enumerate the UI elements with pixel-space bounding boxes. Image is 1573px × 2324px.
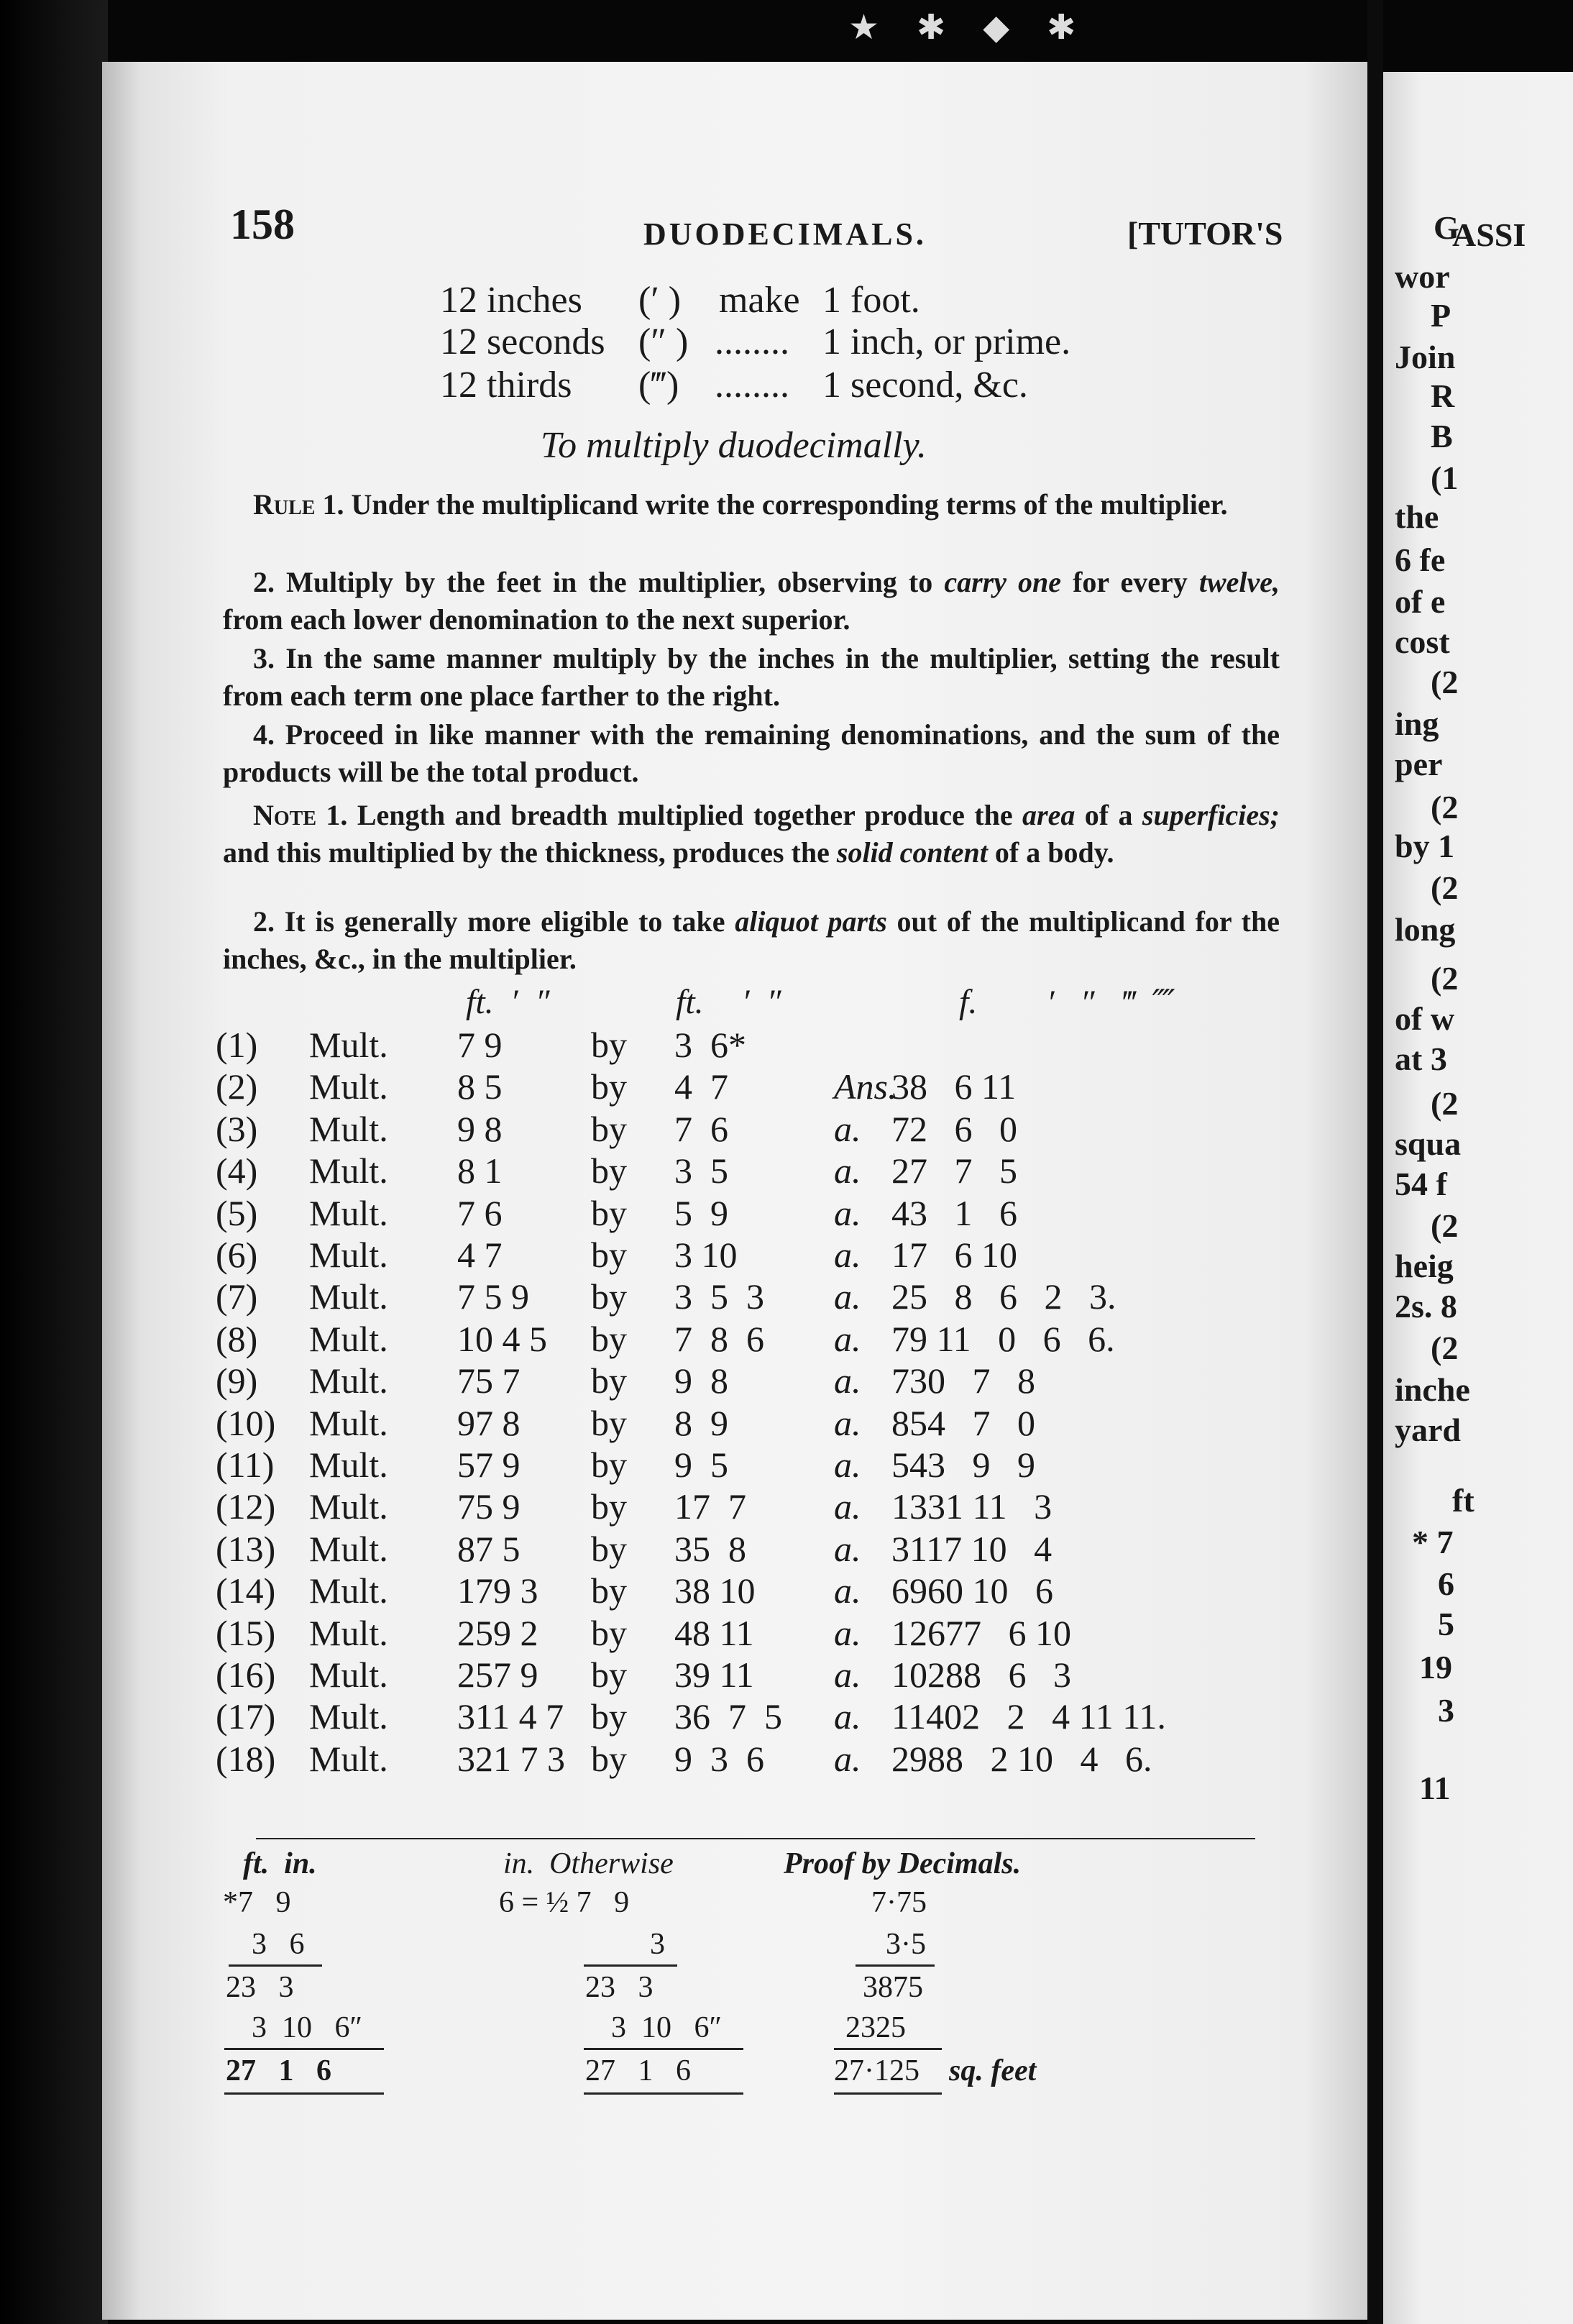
- multiplier: 4 7: [674, 1066, 728, 1107]
- multiplier: 9 5: [674, 1445, 728, 1485]
- multiplicand: 311 4 7: [457, 1696, 564, 1737]
- right-page-line: P: [1431, 297, 1452, 334]
- sum-line: [584, 2048, 743, 2050]
- right-page-line: 19: [1419, 1649, 1452, 1685]
- by-word: by: [591, 1486, 627, 1527]
- worked-col2-header: in. Otherwise: [503, 1847, 674, 1880]
- worked-col1-header: ft. in.: [243, 1847, 317, 1880]
- answer-label: a.: [834, 1360, 861, 1401]
- sum-line: [224, 2048, 384, 2050]
- by-word: by: [591, 1066, 627, 1107]
- by-word: by: [591, 1025, 627, 1065]
- multiplier: 7 6: [674, 1109, 728, 1149]
- multiplicand: 8 5: [457, 1066, 503, 1107]
- right-running-header: ASSI: [1452, 216, 1526, 253]
- note-text: and this multiplied by the thickness, produces the: [223, 836, 830, 869]
- by-word: by: [591, 1739, 627, 1779]
- by-word: by: [591, 1276, 627, 1317]
- right-page-line: * 7: [1412, 1524, 1454, 1560]
- answer-value: 2988 2 10 4 6.: [891, 1739, 1152, 1779]
- multiplicand: 9 8: [457, 1109, 503, 1149]
- by-word: by: [591, 1235, 627, 1275]
- right-page-line: the: [1395, 498, 1439, 535]
- sum-line: [584, 2092, 743, 2095]
- row-number: (17): [216, 1696, 276, 1737]
- note-text: Length and breadth multiplied together produce the: [357, 799, 1013, 831]
- answer-value: 543 9 9: [891, 1445, 1035, 1485]
- answer-label: a.: [834, 1486, 861, 1527]
- sum-line: [584, 1964, 677, 1967]
- multiplier: 3 10: [674, 1235, 738, 1275]
- col-header-marks: ′ ″ ‴ ⁗: [1047, 984, 1175, 1022]
- by-word: by: [591, 1613, 627, 1653]
- row-number: (7): [216, 1276, 258, 1317]
- answer-value: 43 1 6: [891, 1193, 1017, 1233]
- multiplier: 35 8: [674, 1529, 746, 1569]
- right-page-line: at 3: [1395, 1040, 1447, 1077]
- definition-count: 12 inches: [440, 280, 582, 321]
- answer-value: 27 7 5: [891, 1150, 1017, 1191]
- scan-marks: ★ ✱ ◆ ✱: [848, 9, 1091, 47]
- sum-line: [834, 2092, 942, 2095]
- right-page-line: (2: [1431, 789, 1459, 825]
- definition-mark: (′ ): [638, 280, 682, 321]
- note-1: [223, 797, 1280, 872]
- worked-result: 27 1 6: [226, 2054, 331, 2087]
- operation-label: Mult.: [309, 1276, 388, 1317]
- multiplicand: 7 9: [457, 1025, 503, 1065]
- multiplier: 3 6*: [674, 1025, 746, 1065]
- sum-line: [856, 1964, 935, 1967]
- operation-label: Mult.: [309, 1319, 388, 1359]
- answer-label: a.: [834, 1319, 861, 1359]
- page-gutter: [1367, 0, 1383, 2324]
- row-number: (2): [216, 1066, 258, 1107]
- multiplier: 38 10: [674, 1570, 756, 1611]
- right-page-line: 3: [1438, 1692, 1454, 1729]
- answer-value: 1331 11 3: [891, 1486, 1053, 1527]
- by-word: by: [591, 1319, 627, 1359]
- definition-sep: ........: [715, 365, 789, 406]
- worked-unit: sq. feet: [949, 2054, 1037, 2087]
- row-number: (15): [216, 1613, 276, 1653]
- row-number: (8): [216, 1319, 258, 1359]
- rule-2: [223, 564, 1280, 639]
- worked-line: 23 3: [226, 1971, 294, 2004]
- row-number: (13): [216, 1529, 276, 1569]
- multiplicand: 75 9: [457, 1486, 520, 1527]
- worked-line: 3 10 6″: [611, 2011, 722, 2044]
- right-page-line: of e: [1395, 583, 1446, 620]
- right-page-line: 54 f: [1395, 1166, 1447, 1202]
- rule-2-emphasis: carry one: [944, 566, 1062, 598]
- right-page-line: inche: [1395, 1371, 1470, 1408]
- worked-result: 27 1 6: [585, 2054, 691, 2087]
- by-word: by: [591, 1403, 627, 1443]
- rule-4: 4. Proceed in like manner with the remaining denominations, and the sum of the products will be the total product.: [223, 718, 1280, 788]
- multiplier: 39 11: [674, 1655, 754, 1695]
- answer-label: a.: [834, 1655, 861, 1695]
- multiplier: 8 9: [674, 1403, 728, 1443]
- answer-value: 72 6 0: [891, 1109, 1017, 1149]
- right-page-line: (1: [1431, 459, 1459, 496]
- right-page-line: heig: [1395, 1248, 1454, 1284]
- row-number: (12): [216, 1486, 276, 1527]
- worked-line: 3875: [863, 1971, 923, 2004]
- right-page-line: ft: [1452, 1482, 1475, 1519]
- right-page-line: G: [1434, 209, 1459, 246]
- right-page-line: (2: [1431, 1085, 1459, 1122]
- answer-label: a.: [834, 1696, 861, 1737]
- worked-line: 3: [650, 1928, 665, 1961]
- right-page-line: 11: [1419, 1770, 1451, 1806]
- operation-label: Mult.: [309, 1150, 388, 1191]
- worked-line: 3·5: [886, 1928, 926, 1961]
- by-word: by: [591, 1193, 627, 1233]
- answer-label: a.: [834, 1235, 861, 1275]
- definition-sep: make: [719, 280, 800, 321]
- operation-label: Mult.: [309, 1613, 388, 1653]
- right-page-line: cost: [1395, 623, 1450, 660]
- rule-2-text: 2. Multiply by the feet in the multiplier, observing to: [253, 566, 933, 598]
- worked-line: 2325: [845, 2011, 906, 2044]
- right-page-line: squa: [1395, 1125, 1462, 1162]
- operation-label: Mult.: [309, 1655, 388, 1695]
- answer-label: a.: [834, 1276, 861, 1317]
- right-page-line: wor: [1395, 258, 1450, 295]
- by-word: by: [591, 1360, 627, 1401]
- multiplier: 9 3 6: [674, 1739, 764, 1779]
- note-text: out of the multiplicand for the inches, &c., in the multiplier.: [223, 905, 1280, 975]
- answer-value: 25 8 6 2 3.: [891, 1276, 1116, 1317]
- multiplicand: 257 9: [457, 1655, 538, 1695]
- operation-label: Mult.: [309, 1360, 388, 1401]
- multiplier: 17 7: [674, 1486, 746, 1527]
- operation-label: Mult.: [309, 1193, 388, 1233]
- operation-label: Mult.: [309, 1529, 388, 1569]
- by-word: by: [591, 1696, 627, 1737]
- note-text: of a body.: [994, 836, 1114, 869]
- multiplier: 36 7 5: [674, 1696, 782, 1737]
- worked-col3-header: Proof by Decimals.: [784, 1847, 1022, 1880]
- row-number: (10): [216, 1403, 276, 1443]
- by-word: by: [591, 1445, 627, 1485]
- right-page-line: per: [1395, 746, 1443, 782]
- row-number: (6): [216, 1235, 258, 1275]
- right-page-line: of w: [1395, 1000, 1455, 1037]
- multiplier: 48 11: [674, 1613, 754, 1653]
- by-word: by: [591, 1150, 627, 1191]
- right-page-line: 6 fe: [1395, 541, 1446, 578]
- multiplier: 5 9: [674, 1193, 728, 1233]
- row-number: (9): [216, 1360, 258, 1401]
- definition-count: 12 thirds: [440, 365, 572, 406]
- multiplicand: 259 2: [457, 1613, 538, 1653]
- right-page-line: 5: [1438, 1606, 1454, 1642]
- right-page-line: (2: [1431, 1207, 1459, 1244]
- answer-value: 730 7 8: [891, 1360, 1035, 1401]
- operation-label: Mult.: [309, 1025, 388, 1065]
- running-header-right: [TUTOR'S: [1127, 215, 1283, 252]
- right-page-line: R: [1431, 378, 1455, 414]
- rule-divider: [256, 1838, 1255, 1839]
- row-number: (18): [216, 1739, 276, 1779]
- page-number: 158: [230, 201, 295, 248]
- answer-value: 12677 6 10: [891, 1613, 1071, 1653]
- multiplier: 9 8: [674, 1360, 728, 1401]
- definition-mark: (‴): [638, 365, 679, 406]
- answer-label: a.: [834, 1445, 861, 1485]
- definition-result: 1 foot.: [822, 280, 920, 321]
- rule-1-text: Under the multiplicand write the corresponding terms of the multiplier.: [351, 488, 1228, 521]
- multiplicand: 321 7 3: [457, 1739, 565, 1779]
- multiplicand: 8 1: [457, 1150, 503, 1191]
- answer-label: a.: [834, 1109, 861, 1149]
- right-page-line: Join: [1395, 339, 1456, 375]
- col-header-f: f.: [959, 983, 978, 1021]
- by-word: by: [591, 1529, 627, 1569]
- definition-result: 1 second, &c.: [822, 365, 1028, 406]
- multiplier: 3 5: [674, 1150, 728, 1191]
- worked-result: 27·125: [834, 2054, 920, 2087]
- definition-mark: (″ ): [638, 321, 689, 362]
- answer-value: 79 11 0 6 6.: [891, 1319, 1115, 1359]
- note-emphasis: area: [1022, 799, 1076, 831]
- operation-label: Mult.: [309, 1486, 388, 1527]
- note-emphasis: solid content: [836, 836, 988, 869]
- answer-value: 6960 10 6: [891, 1570, 1053, 1611]
- multiplicand: 7 5 9: [457, 1276, 529, 1317]
- answer-value: 11402 2 4 11 11.: [891, 1696, 1166, 1737]
- col-header-marks: ′ ″: [742, 983, 781, 1021]
- worked-line: 3 10 6″: [252, 2011, 362, 2044]
- right-page-line: 6: [1438, 1565, 1454, 1602]
- right-page-line: long: [1395, 911, 1456, 948]
- operation-label: Mult.: [309, 1570, 388, 1611]
- note-text: of a: [1084, 799, 1133, 831]
- worked-line: 6 = ½ 7 9: [499, 1886, 630, 1919]
- by-word: by: [591, 1570, 627, 1611]
- operation-label: Mult.: [309, 1445, 388, 1485]
- definition-count: 12 seconds: [440, 321, 605, 362]
- right-page-line: by 1: [1395, 828, 1455, 864]
- operation-label: Mult.: [309, 1739, 388, 1779]
- sum-line: [834, 2048, 942, 2050]
- right-page-line: (2: [1431, 869, 1459, 906]
- note-text: 2. It is generally more eligible to take: [253, 905, 725, 938]
- multiplicand: 7 6: [457, 1193, 503, 1233]
- right-page-line: (2: [1431, 1330, 1459, 1366]
- right-page-line: (2: [1431, 664, 1459, 700]
- worked-line: *7 9: [223, 1886, 291, 1919]
- rule-2-text: for every: [1073, 566, 1188, 598]
- rule-1-label: Rule 1.: [253, 488, 344, 521]
- worked-line: 23 3: [585, 1971, 653, 2004]
- right-page-line: (2: [1431, 960, 1459, 997]
- answer-label: a.: [834, 1150, 861, 1191]
- right-page-line: 2s. 8: [1395, 1288, 1457, 1325]
- note-1-label: Note 1.: [253, 799, 348, 831]
- sum-line: [229, 1964, 322, 1967]
- answer-value: 10288 6 3: [891, 1655, 1071, 1695]
- answer-label: a.: [834, 1613, 861, 1653]
- definition-sep: ........: [715, 321, 789, 362]
- definition-result: 1 inch, or prime.: [822, 321, 1071, 362]
- multiplier: 7 8 6: [674, 1319, 764, 1359]
- rule-2-text: from each lower denomination to the next superior.: [223, 603, 850, 636]
- operation-label: Mult.: [309, 1066, 388, 1107]
- multiplicand: 57 9: [457, 1445, 520, 1485]
- rule-2-emphasis: twelve,: [1198, 566, 1280, 598]
- right-page: [1383, 72, 1573, 2324]
- operation-label: Mult.: [309, 1235, 388, 1275]
- answer-label: a.: [834, 1193, 861, 1233]
- note-emphasis: superficies;: [1142, 799, 1280, 831]
- multiplicand: 10 4 5: [457, 1319, 547, 1359]
- operation-label: Mult.: [309, 1403, 388, 1443]
- right-page-line: yard: [1395, 1412, 1461, 1448]
- row-number: (5): [216, 1193, 258, 1233]
- answer-label: a.: [834, 1529, 861, 1569]
- rule-3: 3. In the same manner multiply by the inches in the multiplier, setting the result from each term one place farther to the right.: [223, 642, 1280, 712]
- row-number: (4): [216, 1150, 258, 1191]
- multiplier: 3 5 3: [674, 1276, 764, 1317]
- right-page-line: B: [1431, 418, 1453, 454]
- worked-line: 3 6: [252, 1928, 305, 1961]
- answer-label: a.: [834, 1739, 861, 1779]
- answer-label: a.: [834, 1570, 861, 1611]
- multiplicand: 87 5: [457, 1529, 520, 1569]
- note-emphasis: aliquot parts: [735, 905, 887, 938]
- col-header-ft: ft.: [466, 983, 494, 1021]
- answer-value: 3117 10 4: [891, 1529, 1053, 1569]
- answer-label: Ans.: [834, 1066, 897, 1107]
- row-number: (16): [216, 1655, 276, 1695]
- book-spine: [0, 0, 108, 2324]
- running-title: DUODECIMALS.: [643, 216, 927, 252]
- answer-label: a.: [834, 1403, 861, 1443]
- multiplicand: 4 7: [457, 1235, 503, 1275]
- row-number: (14): [216, 1570, 276, 1611]
- row-number: (3): [216, 1109, 258, 1149]
- operation-label: Mult.: [309, 1696, 388, 1737]
- answer-value: 17 6 10: [891, 1235, 1017, 1275]
- answer-value: 38 6 11: [891, 1066, 1017, 1107]
- section-subheading: To multiply duodecimally.: [541, 425, 927, 466]
- worked-line: 7·75: [871, 1886, 927, 1919]
- row-number: (11): [216, 1445, 275, 1485]
- multiplicand: 179 3: [457, 1570, 538, 1611]
- by-word: by: [591, 1109, 627, 1149]
- answer-value: 854 7 0: [891, 1403, 1035, 1443]
- rule-1: [223, 486, 1280, 523]
- sum-line: [224, 2092, 384, 2095]
- operation-label: Mult.: [309, 1109, 388, 1149]
- col-header-ft: ft.: [676, 983, 704, 1021]
- row-number: (1): [216, 1025, 258, 1065]
- multiplicand: 97 8: [457, 1403, 520, 1443]
- by-word: by: [591, 1655, 627, 1695]
- note-2: [223, 903, 1280, 978]
- right-page-line: ing: [1395, 705, 1439, 742]
- col-header-marks: ′ ″: [510, 983, 550, 1021]
- multiplicand: 75 7: [457, 1360, 520, 1401]
